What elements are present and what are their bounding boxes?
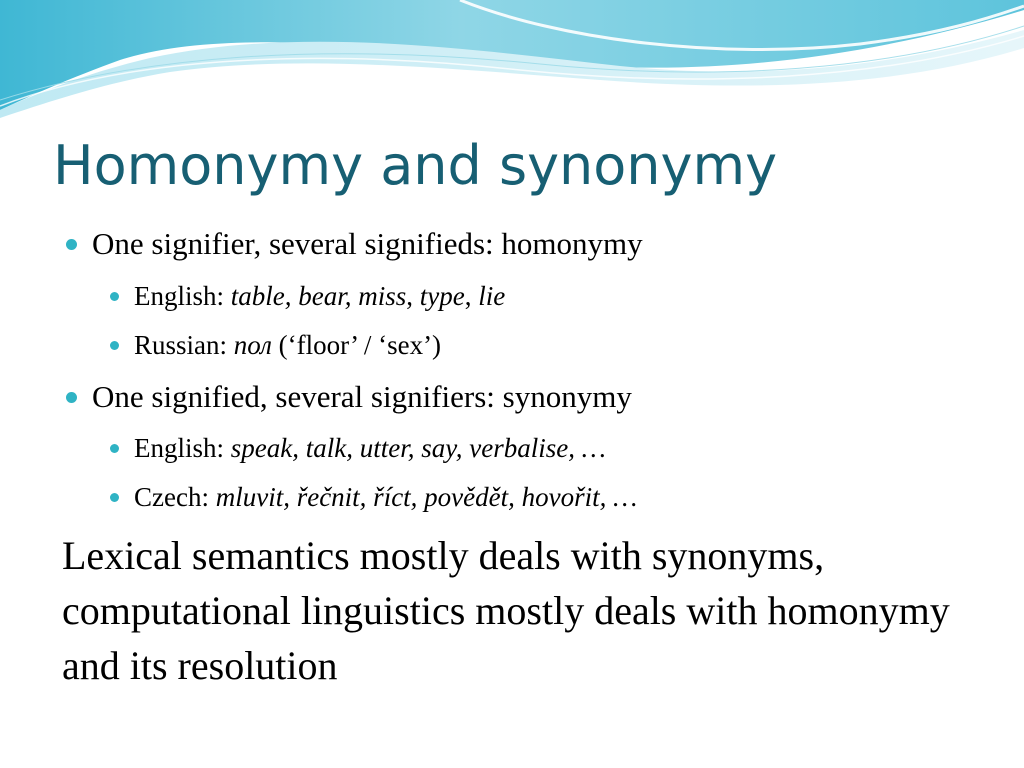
example-list: speak, talk, utter, say, verbalise, … <box>230 433 606 463</box>
summary-text: Lexical semantics mostly deals with synonyms, computational linguistics mostly deals with homonymy and its resolution <box>62 533 950 688</box>
language-label: Czech: <box>134 482 209 512</box>
sub-bullet-english-synonyms <box>134 430 606 466</box>
bullet-homonymy <box>92 224 643 264</box>
sub-bullet-english-homonyms <box>134 278 505 314</box>
gloss: (‘floor’ / ‘sex’) <box>278 330 442 360</box>
bullet-synonymy <box>92 377 632 417</box>
bullet-dot-icon <box>66 392 77 403</box>
language-label: English: <box>134 433 225 463</box>
bullet-text: One signifier, several signifieds: homonymy <box>92 226 643 261</box>
separator: , <box>406 281 420 311</box>
slide-title: Homonymy and synonymy <box>53 134 778 197</box>
bullet-text: One signified, several signifiers: synonymy <box>92 379 632 414</box>
sub-bullet-russian-homonym <box>134 327 441 363</box>
bullet-dot-icon <box>110 493 119 502</box>
language-label: Russian: <box>134 330 228 360</box>
example-word: table <box>230 281 285 311</box>
example-word: lie <box>478 281 506 311</box>
separator: , <box>344 281 359 311</box>
bullet-dot-icon <box>110 292 119 301</box>
bullet-dot-icon <box>110 341 119 350</box>
example-word: bear <box>298 281 345 311</box>
example-word: пол <box>233 330 272 360</box>
example-word: miss <box>358 281 407 311</box>
language-label: English: <box>134 281 225 311</box>
bullet-dot-icon <box>110 444 119 453</box>
example-list: mluvit, řečnit, říct, povědět, hovořit, … <box>215 482 638 512</box>
example-word: type <box>419 281 465 311</box>
separator: , <box>464 281 479 311</box>
sub-bullet-czech-synonyms <box>134 479 637 515</box>
bullet-dot-icon <box>66 239 77 250</box>
separator: , <box>284 281 299 311</box>
